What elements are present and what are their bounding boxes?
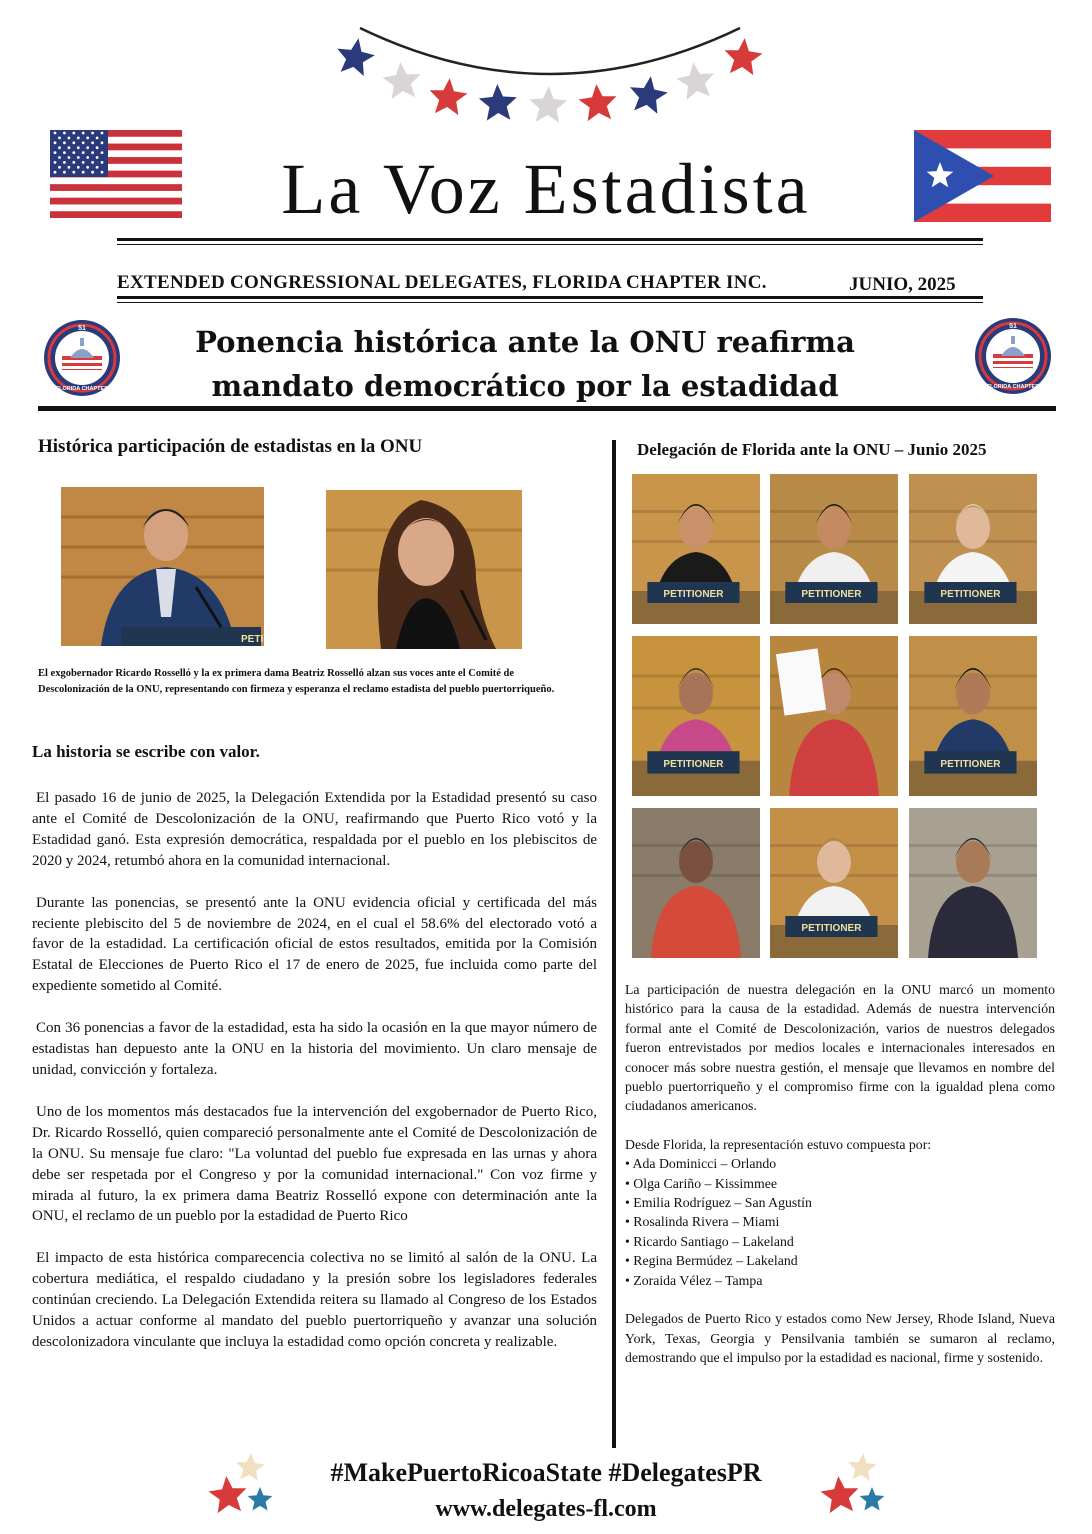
bunting-star-icon	[529, 86, 567, 123]
photo-ricardo-rossello	[61, 487, 264, 646]
left-section-title: Histórica participación de estadistas en la ONU	[38, 436, 423, 457]
delegate-photo	[632, 808, 760, 958]
seal-text: FLORIDA CHAPTER	[986, 384, 1040, 390]
issue-date: JUNIO, 2025	[849, 274, 956, 295]
petitioner-placard: PETITIONER	[801, 589, 862, 600]
delegation-closing: Delegados de Puerto Rico y estados como New Jersey, Rhode Island, Nueva York, Texas, Georgia y Pensilvania también se sumaron al reclamo, demostrando que el impulso por la estadidad es nacional, firme y sostenido.	[625, 1311, 1055, 1365]
headline-line-2: mandato democrático por la estadidad	[211, 369, 839, 403]
delegation-photo-grid	[632, 474, 1037, 958]
organization-name: EXTENDED CONGRESSIONAL DELEGATES, FLORIDA CHAPTER INC.	[117, 272, 767, 293]
delegate-photo	[909, 474, 1037, 624]
masthead-rule-top-1	[117, 238, 983, 241]
main-headline	[140, 320, 910, 408]
star-bunting-decoration	[320, 20, 780, 130]
bunting-star-icon	[579, 84, 617, 121]
article-paragraph: Con 36 ponencias a favor de la estadidad, esta ha sido la ocasión en la que mayor número de estadistas han depuesto ante la ONU en la historia del movimiento. Un claro mensaje de unidad, convicción y fortaleza.	[32, 1020, 597, 1078]
petitioner-placard: PETITIONER	[801, 923, 862, 934]
bunting-star-icon	[430, 78, 468, 115]
column-divider	[612, 440, 616, 1448]
bunting-star-icon	[676, 62, 714, 99]
list-item: • Ricardo Santiago – Lakeland	[625, 1233, 794, 1249]
headline-line-1: Ponencia histórica ante la ONU reafirma	[195, 325, 855, 359]
right-section-title: Delegación de Florida ante la ONU – Junio 2025	[637, 440, 987, 459]
list-item: • Regina Bermúdez – Lakeland	[625, 1253, 798, 1269]
photo-caption: El exgobernador Ricardo Rosselló y la ex primera dama Beatriz Rosselló alzan sus voces ante el Comité de Descolonización de la ONU, representando con firmeza y esperanza el reclamo estadista del pueblo puertorriqueño.	[38, 668, 555, 695]
list-item: • Emilia Rodríguez – San Agustín	[625, 1195, 812, 1211]
article-paragraph: Durante las ponencias, se presentó ante la ONU evidencia oficial y certificada del más reciente plebiscito del 5 de noviembre de 2024, en el cual el 58.6% del electorado votó a favor de la estadidad. La certificación oficial de estos resultados, emitida por la Comisión Estatal de Elecciones de Puerto Rico el 17 de enero de 2025, fue incluida como parte del expediente sometido al Comité.	[32, 894, 597, 995]
bunting-star-icon	[725, 38, 763, 75]
newsletter-title: La Voz Estadista	[281, 149, 811, 229]
svg-text:PETI: PETI	[241, 634, 264, 645]
seal-number: 51	[1009, 323, 1017, 330]
delegate-photo	[632, 474, 760, 624]
florida-chapter-seal-icon	[973, 316, 1053, 396]
delegate-photo	[770, 808, 898, 958]
seal-number: 51	[78, 325, 86, 332]
masthead-rule-bottom-2	[117, 302, 983, 303]
right-column-text	[625, 980, 1055, 1386]
petitioner-placard: PETITIONER	[940, 759, 1001, 771]
photo-beatriz-rossello	[326, 490, 522, 649]
article-body	[32, 788, 597, 1374]
bunting-star-icon	[630, 76, 668, 114]
hashtags: #MakePuertoRicoaState #DelegatesPR	[330, 1458, 762, 1487]
article-paragraph: Uno de los momentos más destacados fue la intervención del exgobernador de Puerto Rico, Dr. Ricardo Rosselló, quien compareció personalmente ante el Comité de Descolonización de la ONU. Su mensaje fue claro: "La voluntad del pueblo fue expresada en las urnas y ahora debe ser respetada por el Congreso y por la comunidad internacional." Con voz firme y mirada al futuro, la ex primera dama Beatriz Rosselló expone con determinación ante la ONU, el reclamo de un pueblo por la estadidad de Puerto Rico	[32, 1103, 597, 1225]
delegate-photo	[770, 636, 898, 796]
petitioner-placard: PETITIONER	[663, 759, 724, 771]
article-paragraph: El pasado 16 de junio de 2025, la Delegación Extendida por la Estadidad presentó su caso ante el Comité de Descolonización de la ONU, reafirmando que Puerto Rico votó y la Estadidad ganó. Esta expresión democrática, respaldada por el pueblo en los plebiscitos de 2020 y 2024, retumbó ahora en la comunidad internacional.	[32, 790, 597, 869]
delegates-list-intro: Desde Florida, la representación estuvo compuesta por:	[625, 1136, 932, 1152]
bunting-star-icon	[383, 62, 421, 99]
delegate-photo	[909, 636, 1037, 796]
florida-chapter-seal-icon	[42, 318, 122, 398]
website-link[interactable]: www.delegates-fl.com	[435, 1496, 657, 1522]
masthead-rule-bottom-1	[117, 296, 983, 299]
delegate-photo	[770, 474, 898, 624]
article-paragraph: El impacto de esta histórica comparecencia colectiva no se limitó al salón de la ONU. La cobertura mediática, el respaldo ciudadano y la presión sobre los legisladores federales continúan creciendo. La Delegación Extendida reitera su llamado al Congreso de los Estados Unidos a actuar conforme al mandato del pueblo puertorriqueño y avanzar una solución descolonizadora vinculante que incluya la estadidad como opción concreta y realizable.	[32, 1250, 597, 1350]
list-item: • Rosalinda Rivera – Miami	[625, 1214, 780, 1230]
headline-rule	[38, 406, 1056, 411]
delegation-intro: La participación de nuestra delegación en la ONU marcó un momento histórico para la causa de la estadidad. Además de nuestra intervención formal ante el Comité de Descolonización, varios de nuestros delegados fueron entrevistados por medios locales e internacionales interesados en conocer más sobre nuestra gestión, el mensaje que llevamos en nombre del pueblo puertorriqueño y el compromiso firme con la igualdad plena como ciudadanos americanos.	[625, 982, 1055, 1114]
list-item: • Olga Cariño – Kissimmee	[625, 1175, 777, 1191]
list-item: • Zoraida Vélez – Tampa	[625, 1272, 763, 1288]
delegate-photo	[632, 636, 760, 796]
bunting-star-icon	[479, 84, 517, 121]
delegate-photo	[909, 808, 1037, 958]
petitioner-placard: PETITIONER	[940, 589, 1001, 600]
seal-text: FLORIDA CHAPTER	[55, 386, 109, 392]
delegates-list	[625, 1154, 1055, 1290]
article-title: La historia se escribe con valor.	[32, 742, 260, 761]
bunting-star-icon	[337, 38, 375, 76]
masthead-rule-top-2	[117, 244, 983, 245]
petitioner-placard: PETITIONER	[663, 589, 724, 600]
list-item: • Ada Dominicci – Orlando	[625, 1156, 777, 1172]
